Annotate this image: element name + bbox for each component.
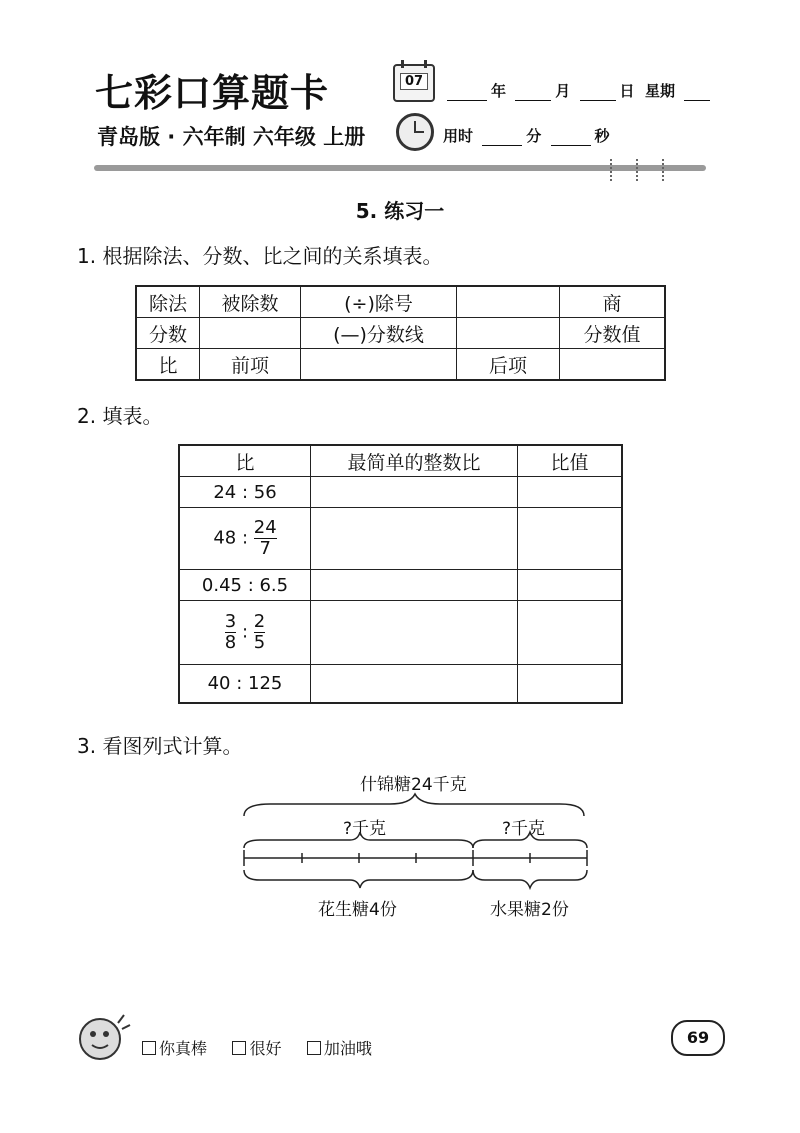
page-number: 69 — [671, 1020, 725, 1056]
answer-cell[interactable] — [518, 570, 623, 601]
relation-table — [135, 285, 666, 381]
weekday-blank[interactable] — [684, 86, 710, 101]
divider-pin — [662, 159, 667, 181]
ratio-cell: 48 : $\frac{24}{7}$ — [179, 508, 311, 570]
answer-cell[interactable] — [200, 318, 301, 349]
ratio-cell: $\frac{3}{8}$ : $\frac{2}{5}$ — [179, 601, 311, 665]
table-cell: (—)分数线 — [301, 318, 457, 349]
answer-cell[interactable] — [311, 570, 518, 601]
table-cell: 后项 — [457, 349, 560, 381]
ratio-table — [178, 444, 623, 704]
checkbox-good[interactable]: 很好 — [232, 1039, 281, 1058]
table-cell: 商 — [560, 286, 666, 318]
answer-cell[interactable] — [311, 477, 518, 508]
ratio-cell: 24 : 56 — [179, 477, 311, 508]
answer-cell[interactable] — [518, 477, 623, 508]
table-row — [179, 601, 622, 665]
seconds-blank[interactable] — [551, 131, 591, 146]
ratio-cell: 40 : 125 — [179, 665, 311, 703]
table-cell: 分数 — [136, 318, 200, 349]
minutes-blank[interactable] — [482, 131, 522, 146]
answer-cell[interactable] — [518, 665, 623, 703]
ratio-cell: 0.45 : 6.5 — [179, 570, 311, 601]
right-brace — [473, 832, 587, 848]
table-row — [136, 318, 665, 349]
peanut-brace — [244, 870, 473, 888]
table-row — [179, 508, 622, 570]
answer-cell[interactable] — [457, 318, 560, 349]
left-brace — [244, 832, 473, 848]
column-header: 比 — [179, 445, 311, 477]
checkbox-great[interactable]: 你真棒 — [142, 1039, 207, 1058]
section-title: 5. 练习一 — [355, 199, 445, 223]
answer-cell[interactable] — [518, 601, 623, 665]
table-row — [179, 570, 622, 601]
answer-cell[interactable] — [301, 349, 457, 381]
question-1-prompt: 1. 根据除法、分数、比之间的关系填表。 — [77, 244, 443, 268]
answer-cell[interactable] — [518, 508, 623, 570]
answer-cell[interactable] — [311, 601, 518, 665]
table-cell: 分数值 — [560, 318, 666, 349]
self-evaluation — [142, 1036, 372, 1059]
table-cell: 前项 — [200, 349, 301, 381]
day-blank[interactable] — [580, 86, 616, 101]
segment-diagram — [230, 790, 600, 900]
table-cell: 比 — [136, 349, 200, 381]
date-fill-line: 年 月 日 星期 — [443, 80, 714, 101]
right-question-label: ?千克 — [502, 819, 546, 839]
question-2-prompt: 2. 填表。 — [77, 404, 163, 428]
peanut-candy-label: 花生糖4份 — [318, 900, 397, 920]
fraction: $\frac{3}{8}$ — [224, 611, 237, 653]
calendar-icon: 07 — [393, 64, 435, 102]
table-row — [136, 349, 665, 381]
column-header: 比值 — [518, 445, 623, 477]
clock-icon — [396, 113, 434, 151]
edition-label: 青岛版 · 六年制 六年级 上册 — [97, 125, 366, 149]
table-row — [179, 665, 622, 703]
checkbox-keep-trying[interactable]: 加油哦 — [307, 1039, 372, 1058]
month-blank[interactable] — [515, 86, 551, 101]
table-cell: 除法 — [136, 286, 200, 318]
fraction: $\frac{24}{7}$ — [253, 517, 277, 559]
total-brace — [244, 794, 584, 816]
mascot-icon — [72, 1005, 132, 1067]
fraction: $\frac{2}{5}$ — [253, 611, 266, 653]
table-cell: 被除数 — [200, 286, 301, 318]
answer-cell[interactable] — [311, 665, 518, 703]
answer-cell[interactable] — [560, 349, 666, 381]
divider-pin — [636, 159, 641, 181]
brand-logo: 七彩口算题卡 — [95, 70, 330, 115]
time-fill-line: 用时 分 秒 — [443, 127, 610, 145]
table-header-row — [179, 445, 622, 477]
fruit-brace — [473, 870, 587, 888]
table-row — [179, 477, 622, 508]
answer-cell[interactable] — [457, 286, 560, 318]
column-header: 最简单的整数比 — [311, 445, 518, 477]
answer-cell[interactable] — [311, 508, 518, 570]
fruit-candy-label: 水果糖2份 — [490, 900, 569, 920]
divider-pin — [610, 159, 615, 181]
left-question-label: ?千克 — [343, 819, 387, 839]
table-cell: (÷)除号 — [301, 286, 457, 318]
year-blank[interactable] — [447, 86, 487, 101]
table-row — [136, 286, 665, 318]
total-label: 什锦糖24千克 — [360, 775, 467, 795]
question-3-prompt: 3. 看图列式计算。 — [77, 734, 243, 758]
